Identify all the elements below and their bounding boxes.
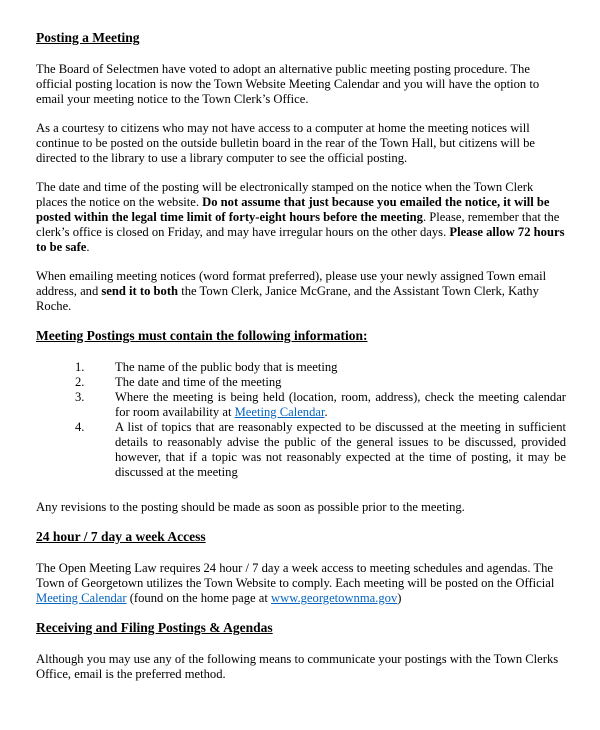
text-run: The Open Meeting Law requires 24 hour / 7 day a week access to meeting schedules and agendas. The Town of Georgetown utilizes the Town Website to comply. Each meeting will be posted on the Official — [36, 561, 555, 590]
item-number: 1. — [75, 360, 85, 374]
list-item-2 — [36, 375, 566, 390]
item-text: The name of the public body that is meeting — [115, 360, 338, 374]
list-item-1 — [36, 360, 566, 375]
list-item-3 — [36, 390, 566, 420]
meeting-calendar-link-2[interactable]: Meeting Calendar — [36, 591, 127, 605]
text-run: (found on the home page at — [126, 591, 272, 605]
text-run: . Please, remember that the clerk’s office is closed on Friday, and may have irregular hours on the other days. — [36, 210, 560, 239]
timestamp-paragraph — [36, 180, 566, 255]
requirements-list — [36, 360, 566, 480]
item-text — [115, 390, 566, 420]
list-item-4 — [36, 420, 566, 480]
text-run: the Town Clerk, Janice McGrane, and the Assistant Town Clerk, Kathy Roche. — [36, 284, 539, 313]
georgetownma-link[interactable]: www.georgetownma.gov — [271, 591, 398, 605]
text-run: When emailing meeting notices (word format preferred), please use your newly assigned Town email address, and — [36, 269, 547, 298]
item-text: The date and time of the meeting — [115, 375, 282, 389]
bold-text-run: Please allow 72 hours to be safe — [36, 225, 565, 254]
courtesy-paragraph: As a courtesy to citizens who may not have access to a computer at home the meeting notices will continue to be posted on the outside bulletin board in the rear of the Town Hall, but citizens will be directed to the library to use a library computer to see the official posting. — [36, 121, 536, 165]
text-run: . — [86, 240, 90, 254]
revisions-paragraph: Any revisions to the posting should be made as soon as possible prior to the meeting. — [36, 500, 465, 514]
item-number: 2. — [75, 375, 85, 389]
bold-text-run: send it to both — [101, 284, 179, 298]
item-text: A list of topics that are reasonably expected to be discussed at the meeting in sufficient details to reasonably advise the public of the general issues to be discussed, provided however, that if a topic was not reasonably expected at the time of posting, it may be discussed at the meeting — [115, 420, 566, 479]
item-number: 4. — [75, 420, 85, 434]
text-run: Where the meeting is being held (location, room, address), check the meeting calendar for room availability at — [115, 390, 566, 419]
intro-paragraph: The Board of Selectmen have voted to adopt an alternative public meeting posting procedure. The official posting location is now the Town Website Meeting Calendar and you will have the option to email your meeting notice to the Town Clerk’s Office. — [36, 62, 540, 106]
email-paragraph — [36, 269, 566, 314]
filing-heading: Receiving and Filing Postings & Agendas — [36, 620, 273, 635]
access-heading: 24 hour / 7 day a week Access — [36, 529, 206, 544]
access-paragraph — [36, 561, 566, 606]
item-number: 3. — [75, 390, 85, 404]
filing-paragraph: Although you may use any of the following means to communicate your postings with the Town Clerks Office, email is the preferred method. — [36, 652, 559, 681]
bold-text-run: Do not assume that just because you emailed the notice, it will be posted within the legal time limit of forty-eight hours before the meeting — [36, 195, 550, 224]
requirements-heading: Meeting Postings must contain the following information: — [36, 328, 368, 343]
text-run: . — [324, 405, 328, 419]
text-run: ) — [397, 591, 402, 605]
doc-title: Posting a Meeting — [36, 30, 140, 45]
meeting-calendar-link[interactable]: Meeting Calendar — [234, 405, 325, 419]
text-run: The date and time of the posting will be electronically stamped on the notice when the Town Clerk places the notice on the website. — [36, 180, 534, 209]
